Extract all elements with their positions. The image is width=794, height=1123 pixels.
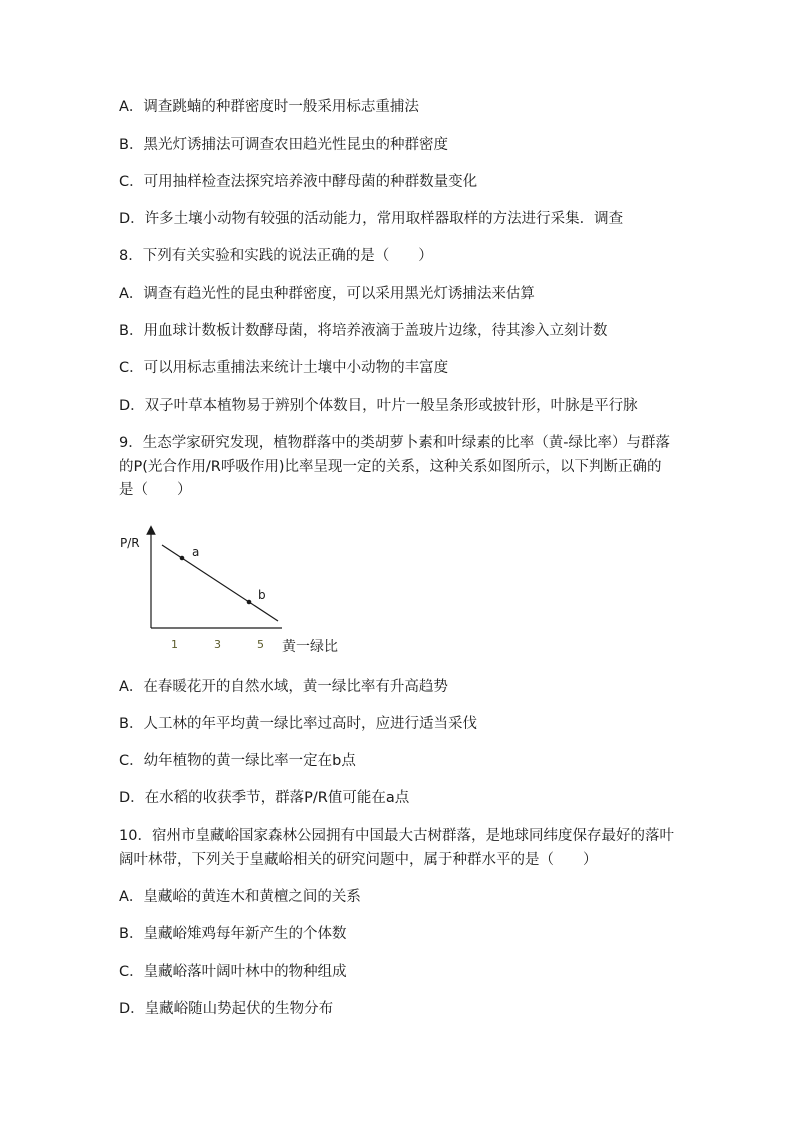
trend-line <box>162 545 278 621</box>
q8-option-c: C．可以用标志重捕法来统计土壤中小动物的丰富度 <box>119 360 449 376</box>
point-a <box>180 556 185 561</box>
q10-option-c: C．皇藏峪落叶阔叶林中的物种组成 <box>119 964 347 980</box>
q9-stem-line1: 9．生态学家研究发现，植物群落中的类胡萝卜素和叶绿素的比率（黄-绿比率）与群落 <box>119 435 670 451</box>
q9-option-d: D．在水稻的收获季节，群落P/R值可能在a点 <box>119 790 410 806</box>
q9-stem-line3: 是（ ） <box>119 482 192 498</box>
q10-option-d: D．皇藏峪随山势起伏的生物分布 <box>119 1001 334 1017</box>
x-tick-label-3: 3 <box>214 638 221 651</box>
x-tick-label-5: 5 <box>257 638 264 651</box>
q7-option-a: A．调查跳蝻的种群密度时一般采用标志重捕法 <box>119 99 419 115</box>
q7-option-b: B．黑光灯诱捕法可调查农田趋光性昆虫的种群密度 <box>119 137 448 153</box>
q10-stem-line1: 10．宿州市皇藏峪国家森林公园拥有中国最大古树群落，是地球同纬度保存最好的落叶 <box>119 828 674 844</box>
q9-option-b: B．人工林的年平均黄一绿比率过高时，应进行适当采伐 <box>119 716 477 732</box>
q9-option-c: C．幼年植物的黄一绿比率一定在b点 <box>119 753 356 769</box>
point-a-label: a <box>192 545 200 559</box>
q8-option-a: A．调查有趋光性的昆虫种群密度，可以采用黑光灯诱捕法来估算 <box>119 286 535 302</box>
pr-vs-yellow-green-chart <box>110 520 370 660</box>
q8-option-b: B．用血球计数板计数酵母菌，将培养液滴于盖玻片边缘，待其渗入立刻计数 <box>119 323 608 339</box>
q8-option-d: D．双子叶草本植物易于辨别个体数目，叶片一般呈条形或披针形，叶脉是平行脉 <box>119 398 638 414</box>
x-tick-label-1: 1 <box>171 638 178 651</box>
q10-option-a: A．皇藏峪的黄连木和黄檀之间的关系 <box>119 889 361 905</box>
point-b-label: b <box>258 588 266 602</box>
q9-stem-line2: 的P(光合作用/R呼吸作用)比率呈现一定的关系，这种关系如图所示，以下判断正确的 <box>119 459 662 475</box>
q7-option-d: D．许多土壤小动物有较强的活动能力，常用取样器取样的方法进行采集．调查 <box>119 211 624 227</box>
x-axis-label: 黄一绿比 <box>282 639 338 655</box>
q8-stem: 8．下列有关实验和实践的说法正确的是（ ） <box>119 248 433 264</box>
q7-option-c: C．可用抽样检查法探究培养液中酵母菌的种群数量变化 <box>119 174 478 190</box>
q10-option-b: B．皇藏峪雉鸡每年新产生的个体数 <box>119 926 347 942</box>
q9-option-a: A．在春暖花开的自然水域，黄一绿比率有升高趋势 <box>119 679 448 695</box>
y-axis-label: P/R <box>120 536 140 550</box>
point-b <box>247 600 252 605</box>
q10-stem-line2: 阔叶林带，下列关于皇藏峪相关的研究问题中，属于种群水平的是（ ） <box>119 852 598 868</box>
